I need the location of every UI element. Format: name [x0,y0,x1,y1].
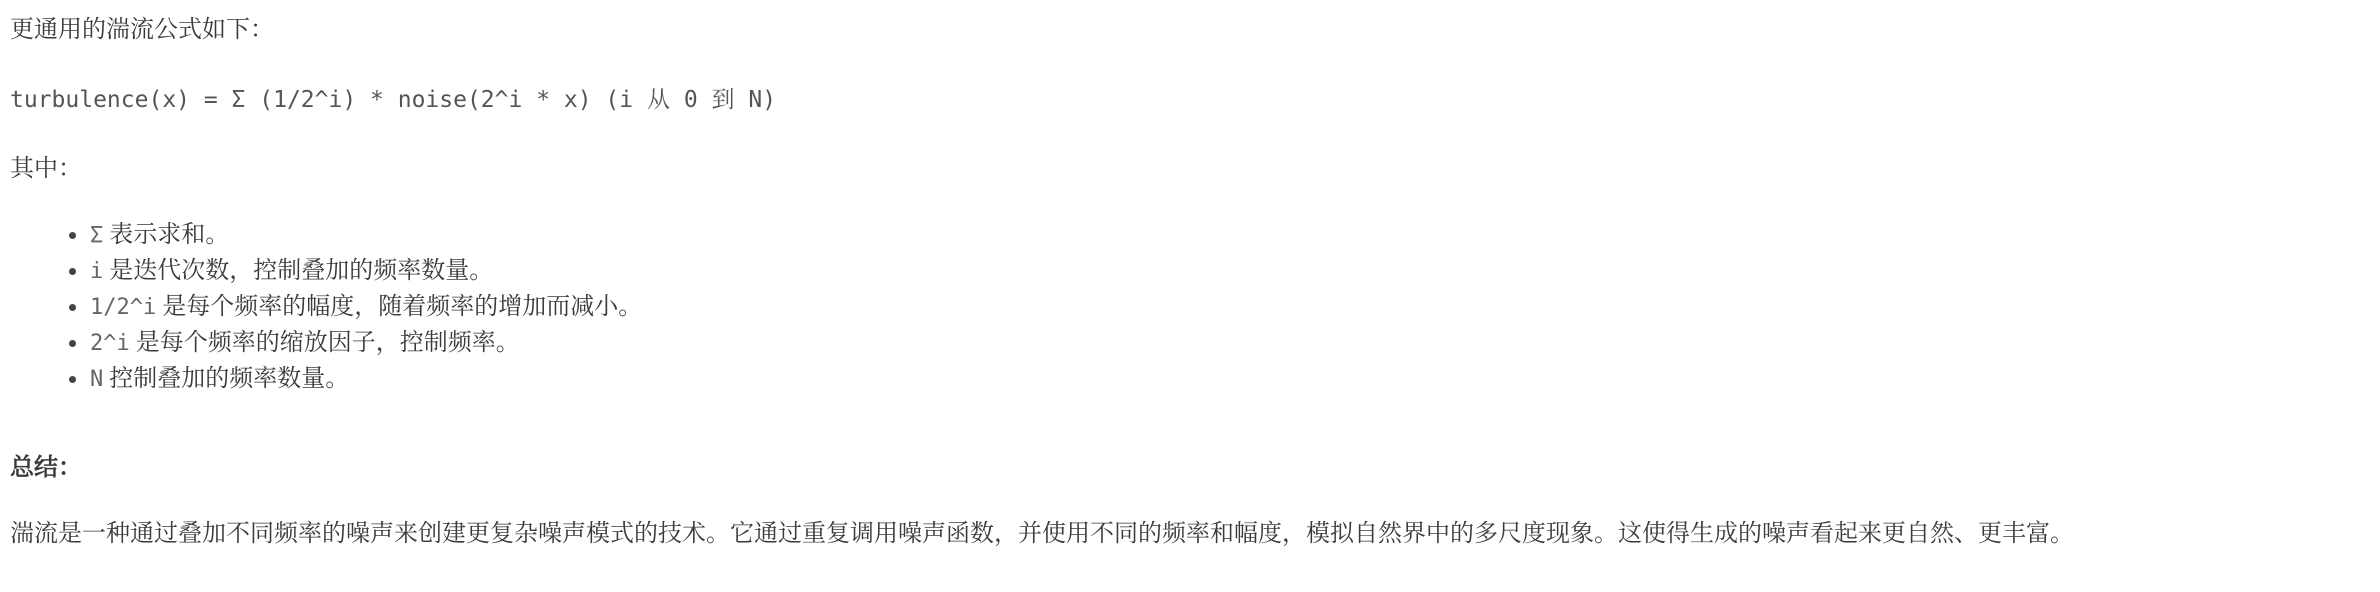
term-description: 控制叠加的频率数量。 [109,364,350,392]
term-code: 2^i [90,331,130,356]
term-code: i [90,259,104,284]
summary-paragraph: 湍流是一种通过叠加不同频率的噪声来创建更复杂噪声模式的技术。它通过重复调用噪声函数，并使用不同的频率和幅度，模拟自然界中的多尺度现象。这使得生成的噪声看起来更自然、更丰富。 [10,519,2074,547]
term-code: Σ [90,223,104,248]
list-item [90,325,642,361]
list-item [90,289,642,325]
term-code: N [90,367,104,392]
list-item [90,253,642,289]
term-description: 是每个频率的缩放因子，控制频率。 [135,328,520,356]
term-description: 是每个频率的幅度，随着频率的增加而减小。 [162,292,643,320]
turbulence-formula: turbulence(x) = Σ (1/2^i) * noise(2^i * x) (i 从 0 到 N) [10,87,777,113]
summary-heading: 总结： [10,453,82,481]
list-item [90,361,642,397]
term-description: 是迭代次数，控制叠加的频率数量。 [109,256,494,284]
term-code: 1/2^i [90,295,157,320]
where-label: 其中： [10,154,82,182]
definition-list [62,217,642,397]
intro-paragraph: 更通用的湍流公式如下： [10,15,274,43]
list-item [90,217,642,253]
term-description: 表示求和。 [109,220,230,248]
